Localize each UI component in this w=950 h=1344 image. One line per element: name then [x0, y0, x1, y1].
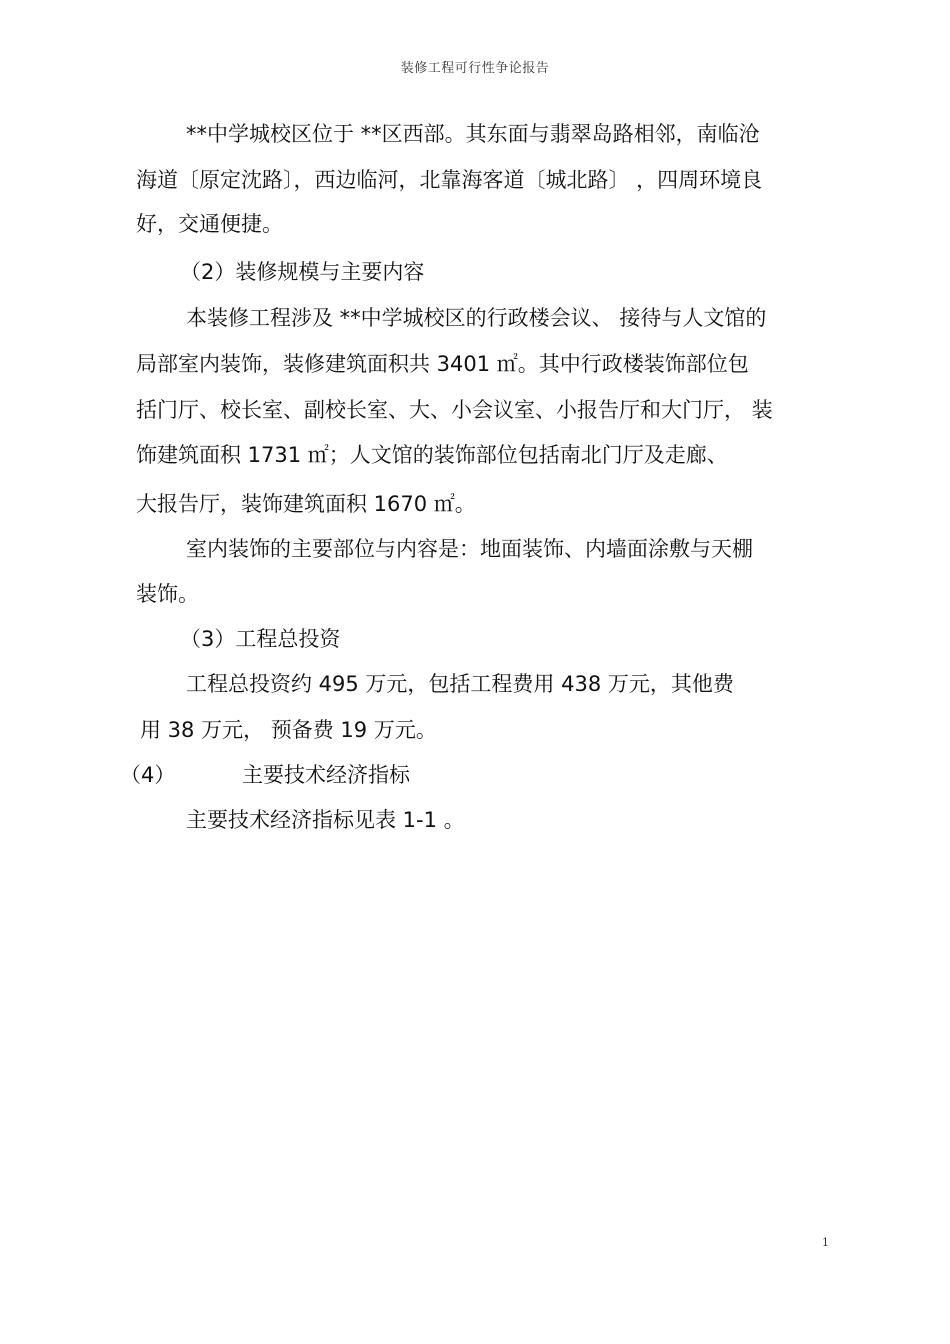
- paragraph-location-line-1: **中学城校区位于 **区西部。其东面与翡翠岛路相邻，南临沧: [186, 122, 760, 146]
- paragraph-investment-line-2: 用 38 万元， 预备费 19 万元。: [140, 718, 437, 742]
- paragraph-indicators-line-1: 主要技术经济指标见表 1-1 。: [186, 808, 465, 832]
- section-heading-2: （2）装修规模与主要内容: [180, 260, 425, 284]
- paragraph-scope-line-2: 局部室内装饰，装修建筑面积共 3401 ㎡。其中行政楼装饰部位包: [136, 352, 749, 376]
- paragraph-scope-line-4: 饰建筑面积 1731 ㎡；人文馆的装饰部位包括南北门厅及走廊、: [136, 443, 728, 467]
- paragraph-content-line-2: 装饰。: [136, 582, 199, 606]
- running-header: 装修工程可行性争论报告: [400, 61, 550, 76]
- paragraph-scope-line-3: 括门厅、校长室、副校长室、大、小会议室、小报告厅和大门厅， 装: [136, 398, 773, 422]
- section-heading-4-number: （4）: [120, 763, 176, 787]
- paragraph-scope-line-1: 本装修工程涉及 **中学城校区的行政楼会议、 接待与人文馆的: [186, 306, 767, 330]
- page-number: 1: [822, 1236, 829, 1249]
- paragraph-location-line-2: 海道〔原定沈路〕，西边临河，北靠海客道〔城北路〕 ，四周环境良: [136, 168, 763, 192]
- section-heading-3: （3）工程总投资: [180, 627, 341, 651]
- paragraph-investment-line-1: 工程总投资约 495 万元，包括工程费用 438 万元，其他费: [186, 672, 734, 696]
- paragraph-scope-line-5: 大报告厅，装饰建筑面积 1670 ㎡。: [136, 492, 476, 516]
- paragraph-location-line-3: 好，交通便捷。: [136, 212, 283, 236]
- section-heading-4-text: 主要技术经济指标: [242, 763, 410, 787]
- paragraph-content-line-1: 室内装饰的主要部位与内容是：地面装饰、内墙面涂敷与天棚: [186, 537, 753, 561]
